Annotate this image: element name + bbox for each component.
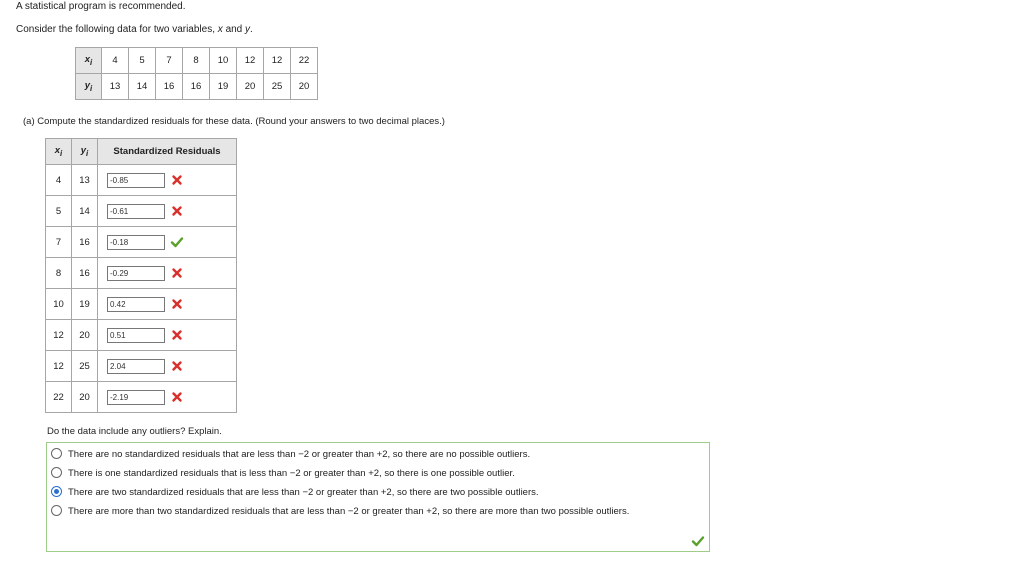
x-icon — [170, 390, 184, 404]
data-row-y — [76, 74, 318, 100]
residual-row — [46, 227, 237, 258]
and-word: and — [225, 24, 243, 35]
check-icon — [691, 534, 705, 548]
instruction-note: A statistical program is recommended. — [16, 1, 186, 12]
residual-y-cell: 20 — [72, 320, 98, 351]
residual-y-cell: 14 — [72, 196, 98, 227]
option-label: There are two standardized residuals that are less than −2 or greater than +2, so there are two possible outliers. — [68, 487, 539, 498]
data-x-cell: 8 — [183, 48, 210, 74]
residual-x-cell: 8 — [46, 258, 72, 289]
residual-input[interactable] — [107, 390, 165, 405]
data-x-cell: 12 — [237, 48, 264, 74]
residual-cell — [98, 382, 237, 413]
data-x-cell: 22 — [291, 48, 318, 74]
data-header-x — [76, 48, 102, 74]
option-label: There are more than two standardized residuals that are less than −2 or greater than +2, so there are more than two possible outliers. — [68, 506, 630, 517]
outlier-options-box — [46, 442, 710, 552]
residuals-header-row — [46, 139, 237, 165]
residual-y-cell: 16 — [72, 227, 98, 258]
radio-button[interactable] — [51, 486, 62, 497]
residual-y-cell: 16 — [72, 258, 98, 289]
residual-row — [46, 258, 237, 289]
data-x-cell: 5 — [129, 48, 156, 74]
x-icon — [170, 359, 184, 373]
x-icon — [170, 173, 184, 187]
residual-row — [46, 289, 237, 320]
residuals-table — [45, 138, 237, 413]
option-no-outliers[interactable] — [51, 448, 698, 461]
col-header-x: $x_i$ — [46, 139, 72, 165]
col-header-y: $y_i$ — [72, 139, 98, 165]
option-one-outlier[interactable] — [51, 467, 698, 480]
option-two-outliers[interactable] — [51, 486, 698, 499]
problem-statement — [16, 24, 253, 35]
residual-input[interactable] — [107, 173, 165, 188]
data-x-cell: 7 — [156, 48, 183, 74]
residual-input[interactable] — [107, 297, 165, 312]
x-icon — [170, 266, 184, 280]
residual-y-cell: 25 — [72, 351, 98, 382]
x-icon — [170, 204, 184, 218]
radio-button[interactable] — [51, 505, 62, 516]
option-label: There is one standardized residuals that is less than −2 or greater than +2, so there is one possible outlier. — [68, 468, 515, 479]
residuals-body — [46, 165, 237, 413]
residual-input[interactable] — [107, 204, 165, 219]
variable-x: x — [217, 24, 223, 35]
residual-row — [46, 196, 237, 227]
residual-cell — [98, 351, 237, 382]
data-row-x — [76, 48, 318, 74]
residual-input[interactable] — [107, 266, 165, 281]
residual-x-cell: 10 — [46, 289, 72, 320]
radio-button[interactable] — [51, 467, 62, 478]
residual-x-cell: 12 — [46, 351, 72, 382]
x-icon — [170, 297, 184, 311]
variable-y: y — [245, 24, 251, 35]
residual-cell — [98, 227, 237, 258]
residual-input[interactable] — [107, 328, 165, 343]
residual-cell — [98, 289, 237, 320]
y-label: $y_i$ — [84, 80, 93, 93]
data-x-cell: 10 — [210, 48, 237, 74]
data-y-cell: 14 — [129, 74, 156, 100]
option-label: There are no standardized residuals that are less than −2 or greater than +2, so there are no possible outliers. — [68, 449, 531, 460]
residual-x-cell: 7 — [46, 227, 72, 258]
residual-cell — [98, 258, 237, 289]
check-icon — [170, 235, 184, 249]
residual-row — [46, 382, 237, 413]
residual-row — [46, 351, 237, 382]
x-label: $x_i$ — [84, 54, 93, 67]
consider-prefix: Consider the following data for two variables, — [16, 24, 215, 35]
residual-cell — [98, 320, 237, 351]
data-y-cell: 20 — [291, 74, 318, 100]
residual-x-cell: 5 — [46, 196, 72, 227]
residual-input[interactable] — [107, 235, 165, 250]
data-x-cell: 12 — [264, 48, 291, 74]
option-more-than-two-outliers[interactable] — [51, 505, 698, 518]
residual-row — [46, 320, 237, 351]
residual-x-cell: 4 — [46, 165, 72, 196]
data-y-cell: 13 — [102, 74, 129, 100]
data-y-cell: 19 — [210, 74, 237, 100]
residual-y-cell: 20 — [72, 382, 98, 413]
residual-x-cell: 22 — [46, 382, 72, 413]
data-y-cell: 25 — [264, 74, 291, 100]
data-x-cell: 4 — [102, 48, 129, 74]
residual-input[interactable] — [107, 359, 165, 374]
data-y-cell: 16 — [156, 74, 183, 100]
part-a-prompt: (a) Compute the standardized residuals for these data. (Round your answers to two decimal places.) — [23, 116, 445, 127]
data-table — [75, 47, 318, 100]
radio-button[interactable] — [51, 448, 62, 459]
residual-row — [46, 165, 237, 196]
residual-y-cell: 19 — [72, 289, 98, 320]
residual-x-cell: 12 — [46, 320, 72, 351]
data-header-y — [76, 74, 102, 100]
residual-cell — [98, 196, 237, 227]
data-y-cell: 20 — [237, 74, 264, 100]
col-header-residuals: Standardized Residuals — [98, 139, 237, 165]
period: . — [250, 24, 253, 35]
outlier-question: Do the data include any outliers? Explain. — [47, 426, 222, 437]
x-icon — [170, 328, 184, 342]
residual-cell — [98, 165, 237, 196]
data-y-cell: 16 — [183, 74, 210, 100]
residual-y-cell: 13 — [72, 165, 98, 196]
